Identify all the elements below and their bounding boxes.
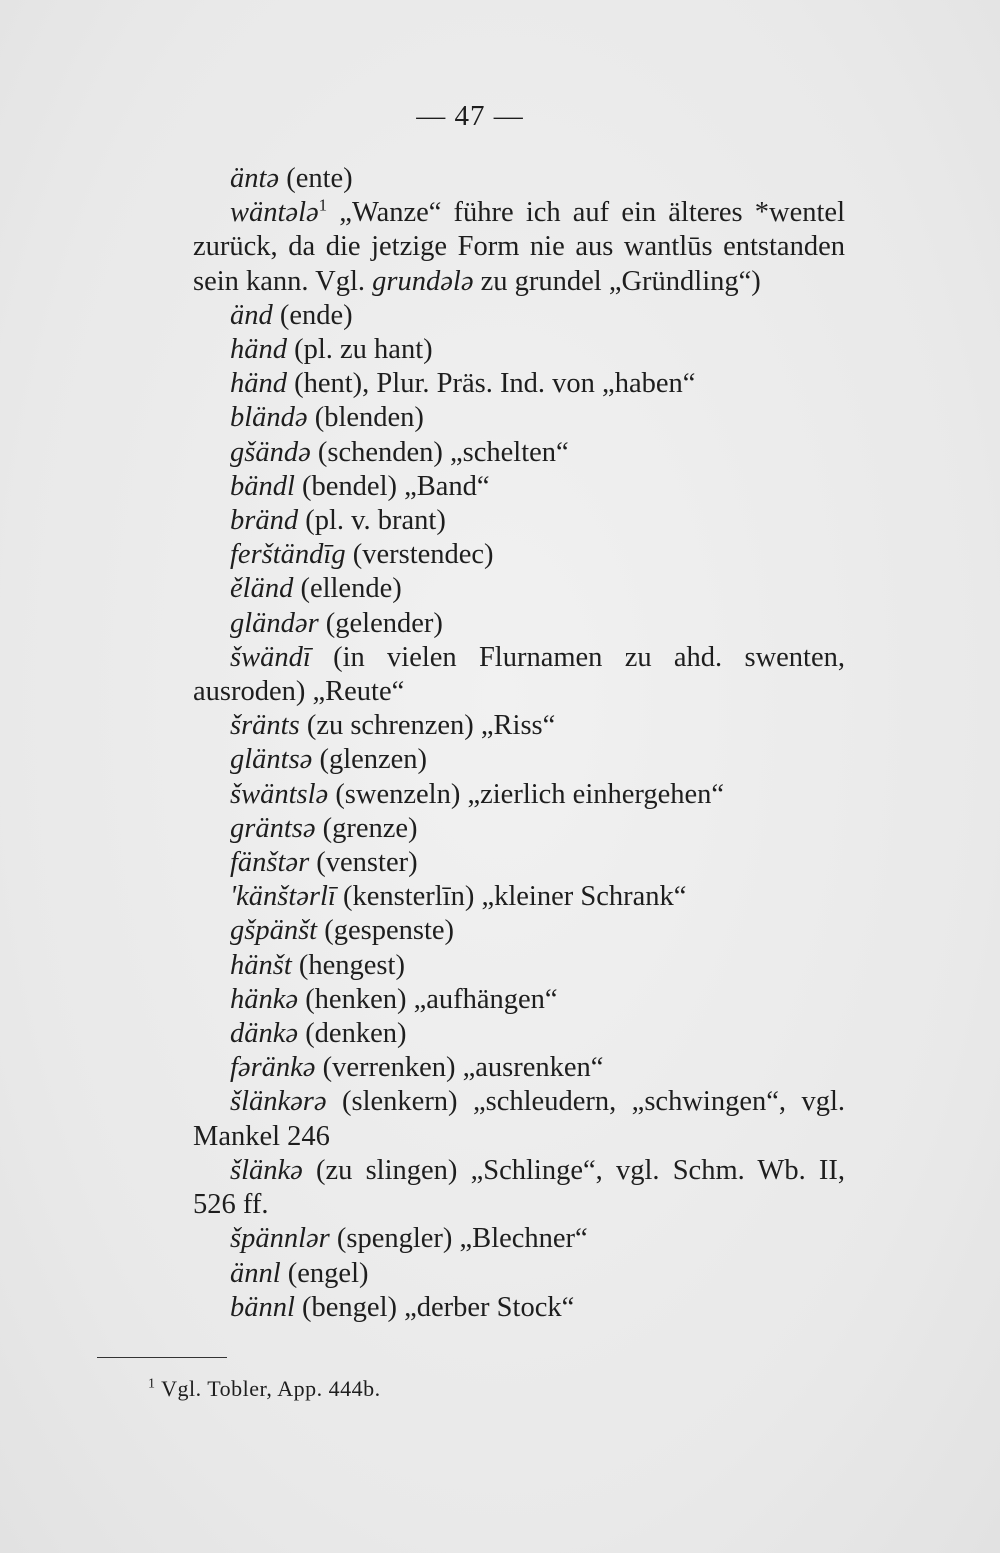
entry-term: šwäntslə bbox=[230, 778, 329, 810]
entry-hand-plural bbox=[193, 333, 845, 367]
entry-schwantsle bbox=[193, 778, 845, 812]
entry-text: (grenze) bbox=[315, 812, 418, 844]
entry-text: (verstendec) bbox=[345, 539, 494, 571]
entry-text: (henken) „aufhängen“ bbox=[298, 983, 558, 1015]
entry-text: (ente) bbox=[279, 163, 353, 194]
entry-glantse bbox=[193, 743, 845, 777]
entry-term: äntə bbox=[230, 163, 280, 194]
entry-bandl bbox=[193, 470, 845, 504]
entry-annl bbox=[193, 1257, 845, 1291]
entry-text: (gelender) bbox=[318, 607, 443, 639]
entry-wantele bbox=[193, 196, 845, 299]
entry-text: (glenzen) bbox=[312, 744, 428, 776]
entry-text: (slenkern) „schleudern, „schwingen“, vgl. Mankel 246 bbox=[193, 1086, 845, 1152]
entry-text-continued: zu grundel „Gründling“) bbox=[473, 265, 761, 297]
footnote-ref: 1 bbox=[318, 195, 328, 215]
entry-term: wäntələ bbox=[230, 197, 319, 229]
entry-text: (pl. zu hant) bbox=[287, 334, 433, 366]
entry-text: (engel) bbox=[280, 1257, 369, 1289]
entry-term: änd bbox=[230, 299, 273, 331]
footnote bbox=[148, 1376, 381, 1402]
entry-term: gšpänšt bbox=[230, 915, 318, 947]
entry-term: ännl bbox=[230, 1257, 281, 1289]
entry-term: bännl bbox=[230, 1291, 295, 1323]
entry-text: (verrenken) „ausrenken“ bbox=[315, 1052, 604, 1084]
entry-text: (spengler) „Blechner“ bbox=[329, 1223, 588, 1255]
entry-text: (bendel) „Band“ bbox=[294, 470, 490, 502]
entry-hanscht bbox=[193, 949, 845, 983]
entry-brand bbox=[193, 504, 845, 538]
entry-eland bbox=[193, 572, 845, 606]
entry-term: bändl bbox=[230, 470, 295, 502]
entry-term: dänkə bbox=[230, 1018, 299, 1050]
entry-text: (hengest) bbox=[291, 949, 405, 981]
entry-term: ferštändīg bbox=[230, 539, 346, 571]
entry-fanschter bbox=[193, 846, 845, 880]
entry-text: (ellende) bbox=[293, 573, 402, 605]
entry-text: „Wanze“ führe ich auf ein älteres *wentel zurück, da die jetzige Form nie aus wantlūs entstanden sein kann. Vgl. bbox=[193, 197, 845, 297]
entry-ante bbox=[193, 162, 845, 196]
entry-term: bländə bbox=[230, 402, 308, 434]
entry-text: (blenden) bbox=[307, 402, 424, 434]
entry-text: (gespenste) bbox=[317, 915, 455, 947]
entry-term: špännlər bbox=[230, 1223, 330, 1255]
entry-schpannler bbox=[193, 1222, 845, 1256]
entry-term: hänšt bbox=[230, 949, 292, 981]
entry-schlankere bbox=[193, 1085, 845, 1153]
footnote-text: Vgl. Tobler, App. 444b. bbox=[155, 1376, 381, 1401]
entry-and bbox=[193, 299, 845, 333]
entry-text: (schenden) „schelten“ bbox=[310, 436, 569, 468]
entry-term: gländər bbox=[230, 607, 319, 639]
entry-hanke bbox=[193, 983, 845, 1017]
entry-ferstandig bbox=[193, 538, 845, 572]
entry-term-secondary: grundələ bbox=[372, 265, 474, 297]
entry-term: ěländ bbox=[230, 573, 294, 605]
entry-text: (pl. v. brant) bbox=[298, 505, 446, 537]
entry-blande bbox=[193, 401, 845, 435]
entry-text: (hent), Plur. Präs. Ind. von „haben“ bbox=[287, 368, 696, 400]
entry-term: händ bbox=[230, 334, 287, 366]
entry-hand-verb bbox=[193, 367, 845, 401]
entry-text: (zu slingen) „Schlinge“, vgl. Schm. Wb. II, 526 ff. bbox=[193, 1154, 845, 1221]
entry-term: bränd bbox=[230, 505, 299, 537]
entry-term: gräntsə bbox=[230, 812, 316, 844]
entry-schwandi bbox=[193, 641, 845, 709]
entry-term: šlänkə bbox=[230, 1154, 303, 1186]
entry-text: (zu schrenzen) „Riss“ bbox=[299, 710, 556, 742]
entry-term: fänštər bbox=[230, 847, 310, 879]
entry-text: (denken) bbox=[298, 1018, 407, 1050]
entry-term: šränts bbox=[230, 710, 300, 742]
footnote-marker: 1 bbox=[148, 1376, 156, 1392]
entry-gschande bbox=[193, 436, 845, 470]
entry-term: šlänkərə bbox=[230, 1086, 327, 1118]
entry-schlanke bbox=[193, 1154, 845, 1222]
entry-term: 'känštərlī bbox=[230, 881, 336, 913]
entry-text: (bengel) „derber Stock“ bbox=[294, 1291, 575, 1323]
entry-text: (swenzeln) „zierlich einhergehen“ bbox=[328, 778, 725, 810]
entry-grantse bbox=[193, 812, 845, 846]
entry-term: gšändə bbox=[230, 436, 311, 468]
entry-text: (kensterlīn) „kleiner Schrank“ bbox=[335, 881, 687, 913]
entry-glander bbox=[193, 607, 845, 641]
entry-term: hänkə bbox=[230, 983, 299, 1015]
footnote-divider bbox=[97, 1357, 227, 1358]
entry-term: gläntsə bbox=[230, 744, 313, 776]
entry-text: (in vielen Flurnamen zu ahd. swenten, ausroden) „Reute“ bbox=[193, 641, 845, 708]
entry-text: (venster) bbox=[309, 847, 418, 879]
entry-danke bbox=[193, 1017, 845, 1051]
entry-kanschterli bbox=[193, 880, 845, 914]
entry-text: (ende) bbox=[272, 299, 353, 331]
entry-list bbox=[193, 162, 845, 1325]
entry-term: fəränkə bbox=[230, 1052, 316, 1084]
entry-term: händ bbox=[230, 368, 287, 400]
entry-term: šwändī bbox=[230, 641, 311, 673]
page-number: — 47 — bbox=[416, 100, 524, 132]
entry-gspanscht bbox=[193, 914, 845, 948]
entry-feranke bbox=[193, 1051, 845, 1085]
entry-schrants bbox=[193, 709, 845, 743]
entry-bannl bbox=[193, 1291, 845, 1325]
